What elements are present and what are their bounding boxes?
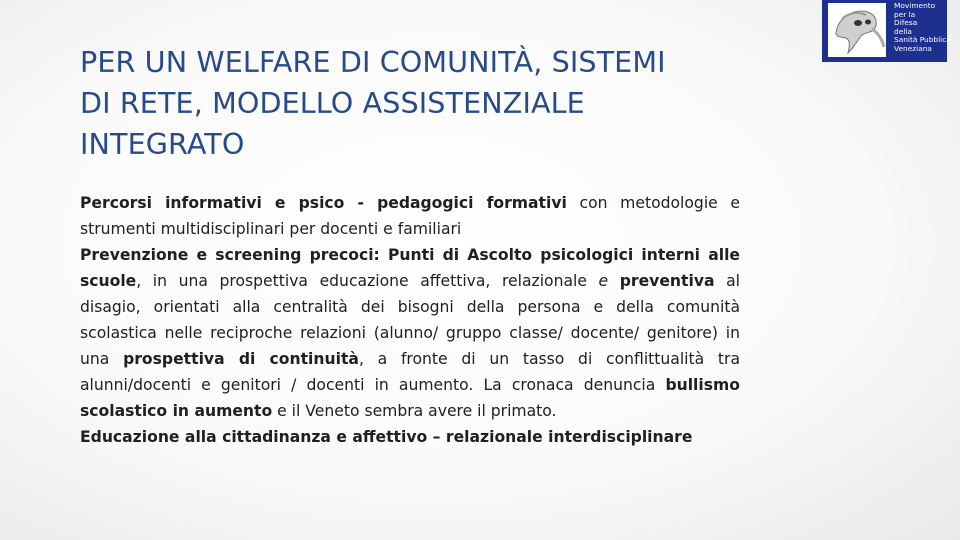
italic-text: e [598,272,609,290]
body-text-span: al disagio, orientati alla centralità dei bisogni della persona e della comunità scolastica nelle reciproche relazioni (alunno/ gruppo classe/ docente/ genitore) in una [80,272,740,368]
body-text-span: e il Veneto sembra avere il primato. [272,402,557,420]
body-text-span [608,272,620,290]
bold-text: bullismo scolastico in aumento [80,376,740,420]
logo-line: Veneziana [894,43,932,53]
venetian-mask-icon [828,3,886,57]
paragraph-educazione [80,424,740,450]
bold-text: preventiva [619,272,715,290]
paragraph-prevenzione [80,242,740,424]
title-line: PER UN WELFARE DI COMUNITÀ, SISTEMI [80,45,666,79]
title-line: DI RETE, MODELLO ASSISTENZIALE [80,86,585,120]
logo-line: della [894,26,912,36]
slide-title [80,42,800,165]
bold-text: Prevenzione e screening precoci: Punti di Ascolto psicologici interni alle scuole [80,246,740,290]
title-line: INTEGRATO [80,127,245,161]
logo-text [894,1,951,53]
organization-logo [822,0,951,62]
logo-line: Difesa [894,18,918,27]
logo-line: Movimento [894,1,936,10]
body-text-span: , in una prospettiva educazione affettiva, relazionale [136,272,599,290]
body-text-span: con metodologie e strumenti multidisciplinari per docenti e familiari [80,194,740,238]
logo-line: Sanità Pubblica [894,35,951,44]
paragraph-percorsi [80,190,740,242]
slide-body [80,190,740,450]
body-text-span: , a fronte di un tasso di conflittualità tra alunni/docenti e genitori / docenti in aumento. La cronaca denuncia [80,350,741,394]
logo-line: per la [894,9,916,19]
bold-text: Percorsi informativi e psico - pedagogici formativi [80,194,567,212]
bold-text: prospettiva di continuità [123,350,359,368]
bold-text: Educazione alla cittadinanza e affettivo – relazionale interdisciplinare [80,428,693,446]
